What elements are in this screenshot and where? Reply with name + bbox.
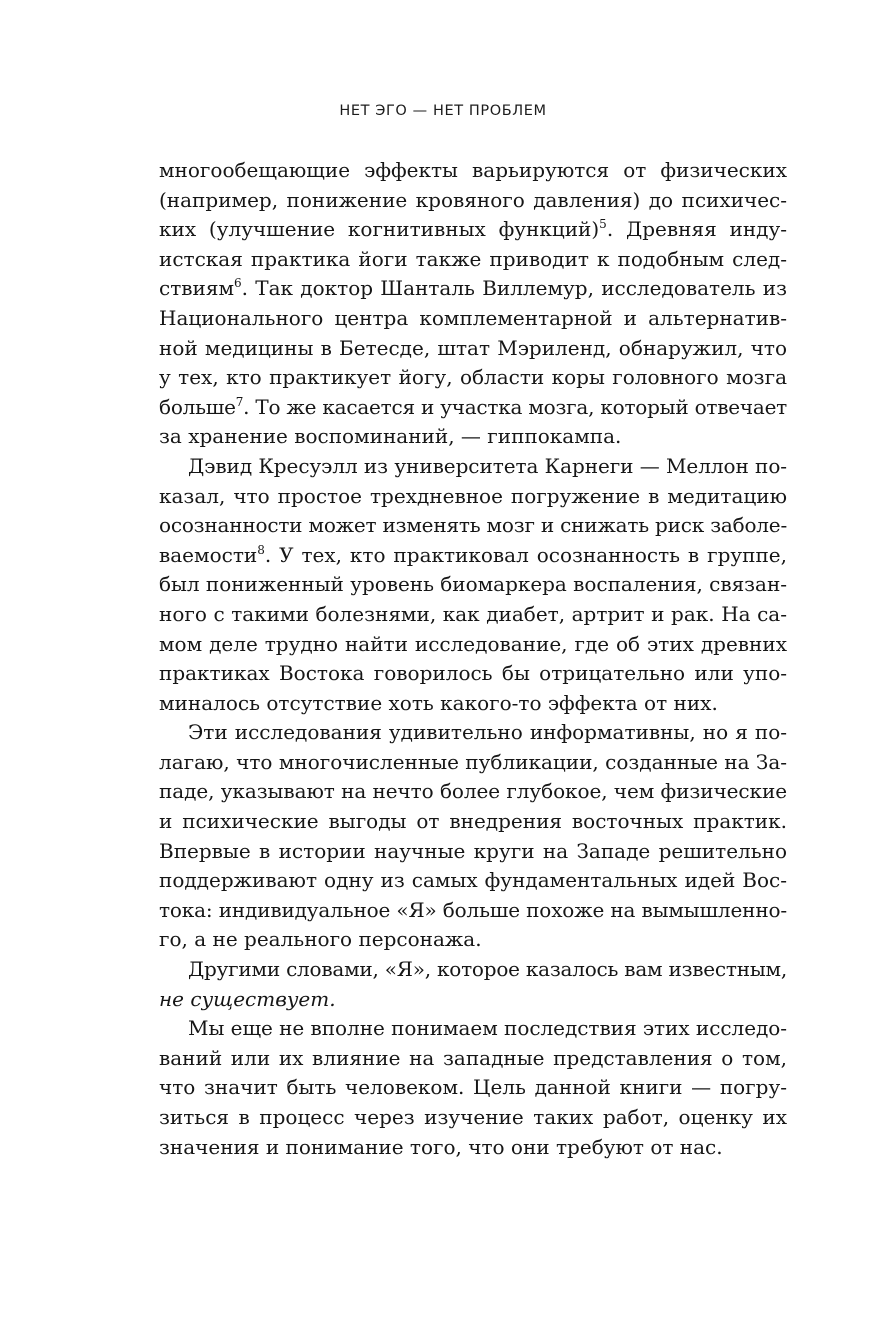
text-run: осознанности может изменять мозг и снижать риск заболе- xyxy=(159,513,787,538)
text-run: . У тех, кто практиковал осознанность в группе, xyxy=(264,542,787,567)
text-run: . То же касается и участка мозга, который отвечает xyxy=(243,394,788,419)
text-run: был пониженный уровень биомаркера воспаления, связан- xyxy=(159,572,787,597)
text-run: Другими словами, «Я», которое казалось вам известным, xyxy=(188,957,787,982)
text-line xyxy=(159,1014,787,1044)
text-run: поддерживают одну из самых фундаментальных идей Вос- xyxy=(159,868,787,893)
footnote-marker: 5 xyxy=(599,217,607,232)
text-line xyxy=(159,274,787,304)
paragraph xyxy=(159,1014,787,1162)
text-line xyxy=(159,482,787,512)
text-line xyxy=(159,837,787,867)
text-line xyxy=(159,807,787,837)
text-run: и психические выгоды от внедрения восточных практик. xyxy=(159,809,787,834)
text-line xyxy=(159,334,787,364)
text-line xyxy=(159,600,787,630)
text-run: мом деле трудно найти исследование, где об этих древних xyxy=(159,631,787,656)
text-line xyxy=(159,1133,787,1163)
text-line xyxy=(159,156,787,186)
text-run: тока: индивидуальное «Я» больше похоже на вымышленно- xyxy=(159,897,787,922)
text-line xyxy=(159,955,787,985)
paragraph xyxy=(159,452,787,718)
text-run: лагаю, что многочисленные публикации, созданные на За- xyxy=(159,749,787,774)
text-line xyxy=(159,511,787,541)
text-run: Эти исследования удивительно информативны, но я по- xyxy=(188,720,787,745)
text-run: ной медицины в Бетесде, штат Мэриленд, обнаружил, что xyxy=(159,335,787,360)
text-run: (например, понижение кровяного давления) до психичес- xyxy=(159,187,787,212)
text-run: ного с такими болезнями, как диабет, артрит и рак. На са- xyxy=(159,601,787,626)
text-run: практиках Востока говорилось бы отрицательно или упо- xyxy=(159,661,787,686)
text-line xyxy=(159,1073,787,1103)
text-line xyxy=(159,570,787,600)
text-line xyxy=(159,304,787,334)
footnote-marker: 6 xyxy=(234,276,242,291)
text-run: многообещающие эффекты варьируются от физических xyxy=(159,158,787,182)
text-run: зиться в процесс через изучение таких работ, оценку их xyxy=(159,1105,787,1129)
text-line xyxy=(159,659,787,689)
text-run: ствиям xyxy=(159,276,235,301)
text-line xyxy=(159,393,787,423)
text-run: Впервые в истории научные круги на Западе решительно xyxy=(159,838,787,863)
text-run: . Так доктор Шанталь Виллемур, исследователь из xyxy=(241,276,787,301)
text-line xyxy=(159,1044,787,1074)
text-line xyxy=(159,985,787,1015)
text-line xyxy=(159,215,787,245)
text-run: за хранение воспоминаний, — гиппокампа. xyxy=(159,424,622,449)
paragraph xyxy=(159,156,787,452)
text-line xyxy=(159,896,787,926)
running-head: НЕТ ЭГО — НЕТ ПРОБЛЕМ xyxy=(339,103,547,119)
text-run: истская практика йоги также приводит к подобным след- xyxy=(159,246,787,271)
text-run: . Древняя инду- xyxy=(606,217,788,242)
text-run: Национального центра комплементарной и альтернатив- xyxy=(159,305,787,330)
text-run: паде, указывают на нечто более глубокое, чем физические xyxy=(159,779,787,804)
text-run: го, а не реального персонажа. xyxy=(159,927,482,952)
text-line xyxy=(159,245,787,275)
paragraph xyxy=(159,718,787,955)
text-line xyxy=(159,866,787,896)
text-line xyxy=(159,541,787,571)
emphasis-text: не существует. xyxy=(159,986,336,1011)
text-run: Мы еще не вполне понимаем последствия этих исследо- xyxy=(188,1016,787,1041)
text-run: у тех, кто практикует йогу, области коры головного мозга xyxy=(159,365,787,390)
text-line xyxy=(159,363,787,393)
text-run: миналось отсутствие хоть какого-то эффекта от них. xyxy=(159,690,718,715)
text-run: Дэвид Кресуэлл из университета Карнеги — Меллон по- xyxy=(188,453,788,478)
text-run: ваемости xyxy=(159,542,258,567)
body-text xyxy=(159,156,787,1162)
footnote-marker: 8 xyxy=(257,542,265,557)
text-line xyxy=(159,452,787,482)
text-line xyxy=(159,1103,787,1133)
text-line xyxy=(159,689,787,719)
text-line xyxy=(159,630,787,660)
text-run: ваний или их влияние на западные представления о том, xyxy=(159,1045,787,1070)
text-run: что значит быть человеком. Цель данной книги — погру- xyxy=(159,1075,787,1100)
text-line xyxy=(159,748,787,778)
paragraph xyxy=(159,955,787,1014)
text-run: ких (улучшение когнитивных функций) xyxy=(159,217,600,242)
text-line xyxy=(159,925,787,955)
text-run: значения и понимание того, что они требуют от нас. xyxy=(159,1134,723,1159)
text-line xyxy=(159,422,787,452)
text-run: казал, что простое трехдневное погружение в медитацию xyxy=(159,483,787,508)
text-line xyxy=(159,777,787,807)
text-run: больше xyxy=(159,394,236,419)
text-line xyxy=(159,186,787,216)
footnote-marker: 7 xyxy=(235,394,244,409)
text-line xyxy=(159,718,787,748)
